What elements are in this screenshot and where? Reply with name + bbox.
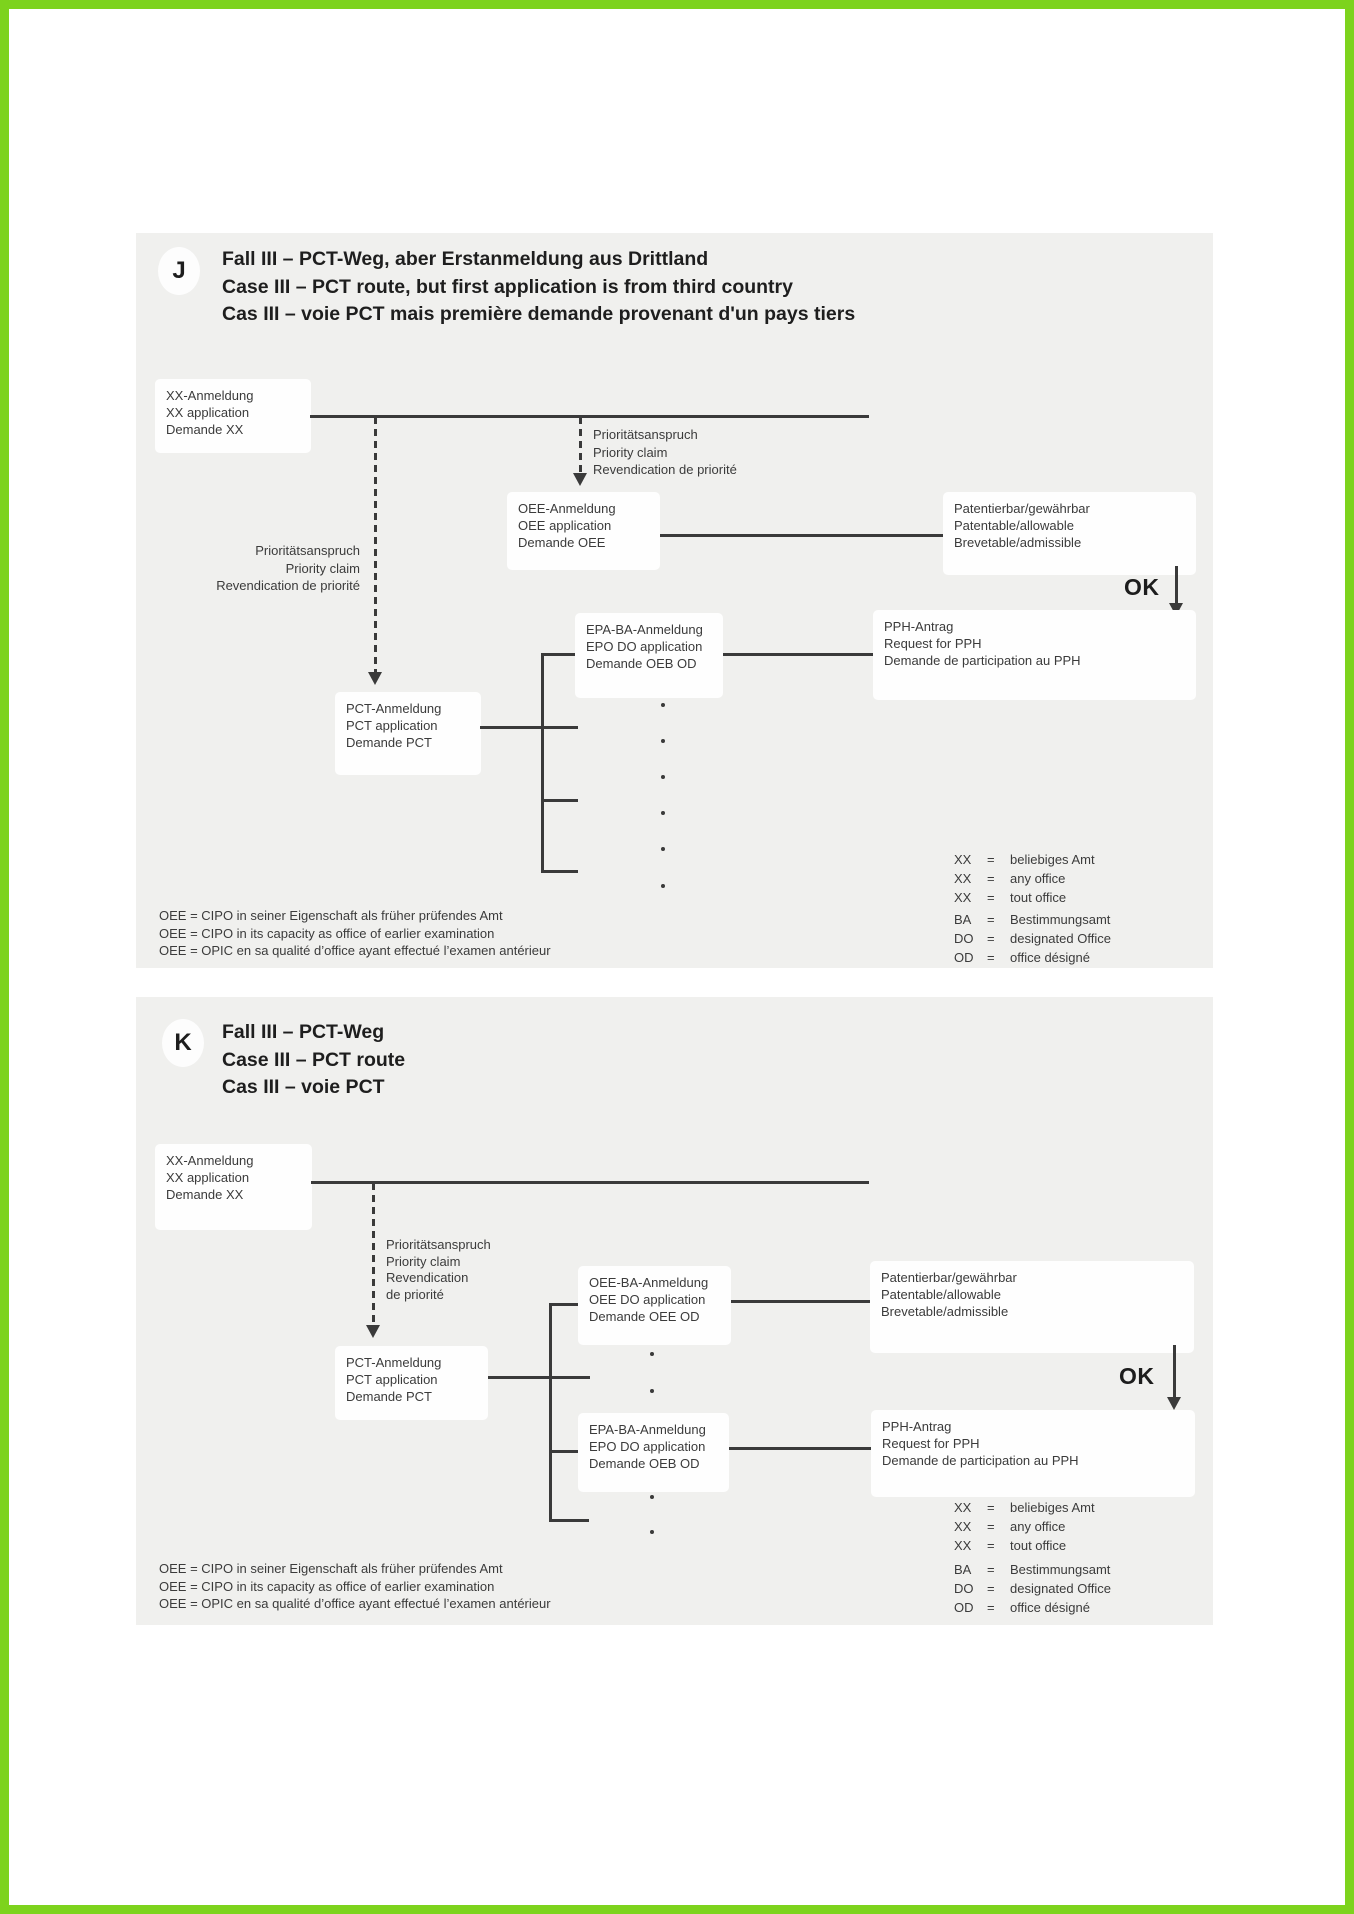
legend-row [954,1560,1111,1579]
priority-claim-label-left [160,542,360,595]
branch-line [488,1376,590,1379]
legend-abbr: OD [954,950,974,965]
box-line: Request for PPH [884,636,982,651]
box-line: Demande PCT [346,735,432,750]
note-line: Prioritätsanspruch [593,427,698,442]
legend-line: OEE = CIPO in seiner Eigenschaft als früher prüfendes Amt [159,1561,503,1576]
title-line-de: Fall III – PCT-Weg, aber Erstanmeldung aus Drittland [222,248,709,270]
branch-line [549,1303,578,1306]
note-line: de priorité [386,1286,444,1302]
legend-row [954,1598,1111,1617]
legend-text: beliebiges Amt [1010,852,1095,867]
box-line: XX-Anmeldung [166,1153,254,1168]
oee-do-application-box [578,1266,731,1345]
legend-abbr: DO [954,1581,974,1596]
box-line: PCT-Anmeldung [346,1355,442,1370]
epo-do-application-box [578,1413,729,1492]
box-line: EPA-BA-Anmeldung [586,622,703,637]
oee-to-patentable-line [660,534,943,537]
panel-j [136,233,1213,968]
legend-abbr: BA [954,912,972,927]
legend-abbr: XX [954,1500,972,1515]
xx-application-box [155,1144,312,1230]
ok-arrow-line [1175,566,1178,604]
box-line: PCT-Anmeldung [346,701,442,716]
legend-eq: = [987,1500,995,1515]
legend-line: OEE = CIPO in seiner Eigenschaft als früher prüfendes Amt [159,908,503,923]
box-line: Patentable/allowable [881,1287,1001,1302]
ellipsis-dot [650,1530,654,1534]
legend-abbr: XX [954,852,972,867]
title-line-en: Case III – PCT route [222,1048,406,1071]
panel-j-title [222,246,855,329]
legend-text: tout office [1010,1538,1067,1553]
priority-claim-label-upper [593,426,737,479]
legend-eq: = [987,852,995,867]
branch-line [549,1519,589,1522]
pph-request-box [873,610,1196,700]
note-line: Priority claim [386,1253,461,1269]
legend-ba-do-od [954,1560,1111,1617]
legend-line: OEE = OPIC en sa qualité d’office ayant effectué l’examen antérieur [159,1596,551,1611]
legend-oee [159,1560,551,1613]
legend-row [954,888,1095,907]
box-line: Brevetable/admissible [954,535,1082,550]
priority-claim-label [386,1237,491,1303]
legend-xx [954,1498,1095,1555]
ellipsis-dot [661,739,665,743]
legend-abbr: XX [954,871,972,886]
title-line-fr: Cas III – voie PCT [222,1076,385,1098]
legend-text: Bestimmungsamt [1010,912,1111,927]
pct-application-box [335,1346,488,1420]
note-line: Revendication [386,1270,469,1285]
legend-row [954,929,1111,948]
ok-label: OK [1119,1363,1155,1389]
legend-text: office désigné [1010,950,1090,965]
oee-to-patentable-line [731,1300,871,1303]
legend-eq: = [987,1519,995,1534]
legend-abbr: OD [954,1600,974,1615]
box-line: Patentierbar/gewährbar [881,1270,1017,1285]
pph-request-box [871,1410,1195,1497]
epo-do-application-box [575,613,723,698]
box-line: Demande de participation au PPH [882,1453,1079,1468]
box-line: Demande OEE OD [589,1309,700,1324]
note-line: Revendication de priorité [216,578,360,593]
legend-text: designated Office [1010,931,1111,946]
title-line-de: Fall III – PCT-Weg [222,1021,385,1043]
legend-text: designated Office [1010,1581,1111,1596]
note-line: Prioritätsanspruch [255,543,360,558]
legend-eq: = [987,931,995,946]
note-line: Revendication de priorité [593,462,737,477]
arrowhead-down-icon [573,473,587,486]
patentable-box [943,492,1196,575]
box-line: EPO DO application [589,1439,706,1454]
branch-trunk-line [549,1303,552,1522]
legend-eq: = [987,1538,995,1553]
pct-application-box [335,692,481,775]
priority-dashed-arrow-left [374,417,377,672]
legend-xx [954,850,1095,907]
legend-row [954,850,1095,869]
note-line: Priority claim [285,560,360,576]
arrowhead-down-icon [366,1325,380,1338]
branch-trunk-line [541,653,544,873]
panel-k-badge: K [162,1019,204,1067]
box-line: OEE-Anmeldung [518,501,616,516]
priority-dashed-arrow-right [579,417,582,473]
legend-text: Bestimmungsamt [1010,1562,1111,1577]
box-line: EPO DO application [586,639,703,654]
xx-top-connector-line [310,415,869,418]
legend-eq: = [987,1581,995,1596]
ok-label: OK [1124,574,1160,600]
arrowhead-down-icon [1167,1397,1181,1410]
ellipsis-dot [661,811,665,815]
box-line: Request for PPH [882,1436,980,1451]
ellipsis-dot [650,1389,654,1393]
box-line: XX application [166,1170,250,1185]
box-line: XX application [166,405,250,420]
panel-k [136,997,1213,1625]
legend-text: any office [1010,1519,1066,1534]
box-line: Demande PCT [346,1389,432,1404]
box-line: PPH-Antrag [884,619,954,634]
box-line: Patentable/allowable [954,518,1074,533]
legend-line: OEE = CIPO in its capacity as office of earlier examination [159,925,495,941]
box-line: Demande OEB OD [589,1456,700,1471]
legend-text: office désigné [1010,1600,1090,1615]
legend-text: any office [1010,871,1066,886]
priority-dashed-arrow [372,1183,375,1325]
legend-abbr: DO [954,931,974,946]
ellipsis-dot [650,1352,654,1356]
ellipsis-dot [650,1495,654,1499]
legend-line: OEE = CIPO in its capacity as office of earlier examination [159,1578,495,1594]
box-line: Brevetable/admissible [881,1304,1009,1319]
title-line-fr: Cas III – voie PCT mais première demande provenant d'un pays tiers [222,303,856,325]
legend-eq: = [987,1600,995,1615]
box-line: PPH-Antrag [882,1419,952,1434]
branch-line [541,653,575,656]
box-line: PCT application [346,718,438,733]
branch-line [541,799,578,802]
legend-oee [159,907,551,960]
legend-abbr: BA [954,1562,972,1577]
box-line: OEE-BA-Anmeldung [589,1275,709,1290]
legend-text: tout office [1010,890,1067,905]
legend-eq: = [987,912,995,927]
legend-eq: = [987,1562,995,1577]
box-line: Demande XX [166,1187,244,1202]
box-line: OEE DO application [589,1292,706,1307]
legend-line: OEE = OPIC en sa qualité d’office ayant effectué l’examen antérieur [159,943,551,958]
ellipsis-dot [661,703,665,707]
legend-row [954,1536,1095,1555]
box-line: XX-Anmeldung [166,388,254,403]
ellipsis-dot [661,847,665,851]
panel-j-badge: J [158,247,200,295]
ok-arrow-line [1173,1345,1176,1397]
arrowhead-down-icon [368,672,382,685]
box-line: Demande OEE [518,535,606,550]
legend-row [954,910,1111,929]
legend-eq: = [987,890,995,905]
legend-eq: = [987,950,995,965]
oee-application-box [507,492,660,570]
legend-abbr: XX [954,890,972,905]
legend-text: beliebiges Amt [1010,1500,1095,1515]
branch-line [480,726,578,729]
legend-ba-do-od [954,910,1111,967]
xx-top-connector-line [311,1181,869,1184]
box-line: Demande XX [166,422,244,437]
note-line: Prioritätsanspruch [386,1237,491,1252]
patentable-box [870,1261,1194,1353]
legend-row [954,1498,1095,1517]
xx-application-box [155,379,311,453]
legend-row [954,948,1111,967]
branch-line [549,1450,578,1453]
box-line: Demande de participation au PPH [884,653,1081,668]
ellipsis-dot [661,775,665,779]
box-line: PCT application [346,1372,438,1387]
box-line: Demande OEB OD [586,656,697,671]
box-line: Patentierbar/gewährbar [954,501,1090,516]
box-line: OEE application [518,518,612,533]
epo-to-pph-line [729,1447,871,1450]
title-line-en: Case III – PCT route, but first application is from third country [222,275,793,298]
legend-row [954,1579,1111,1598]
panel-k-title [222,1019,405,1102]
legend-eq: = [987,871,995,886]
ellipsis-dot [661,884,665,888]
legend-abbr: XX [954,1519,972,1534]
epo-to-pph-line [723,653,873,656]
note-line: Priority claim [593,444,668,460]
box-line: EPA-BA-Anmeldung [589,1422,706,1437]
legend-row [954,1517,1095,1536]
legend-abbr: XX [954,1538,972,1553]
branch-line [541,870,578,873]
legend-row [954,869,1095,888]
